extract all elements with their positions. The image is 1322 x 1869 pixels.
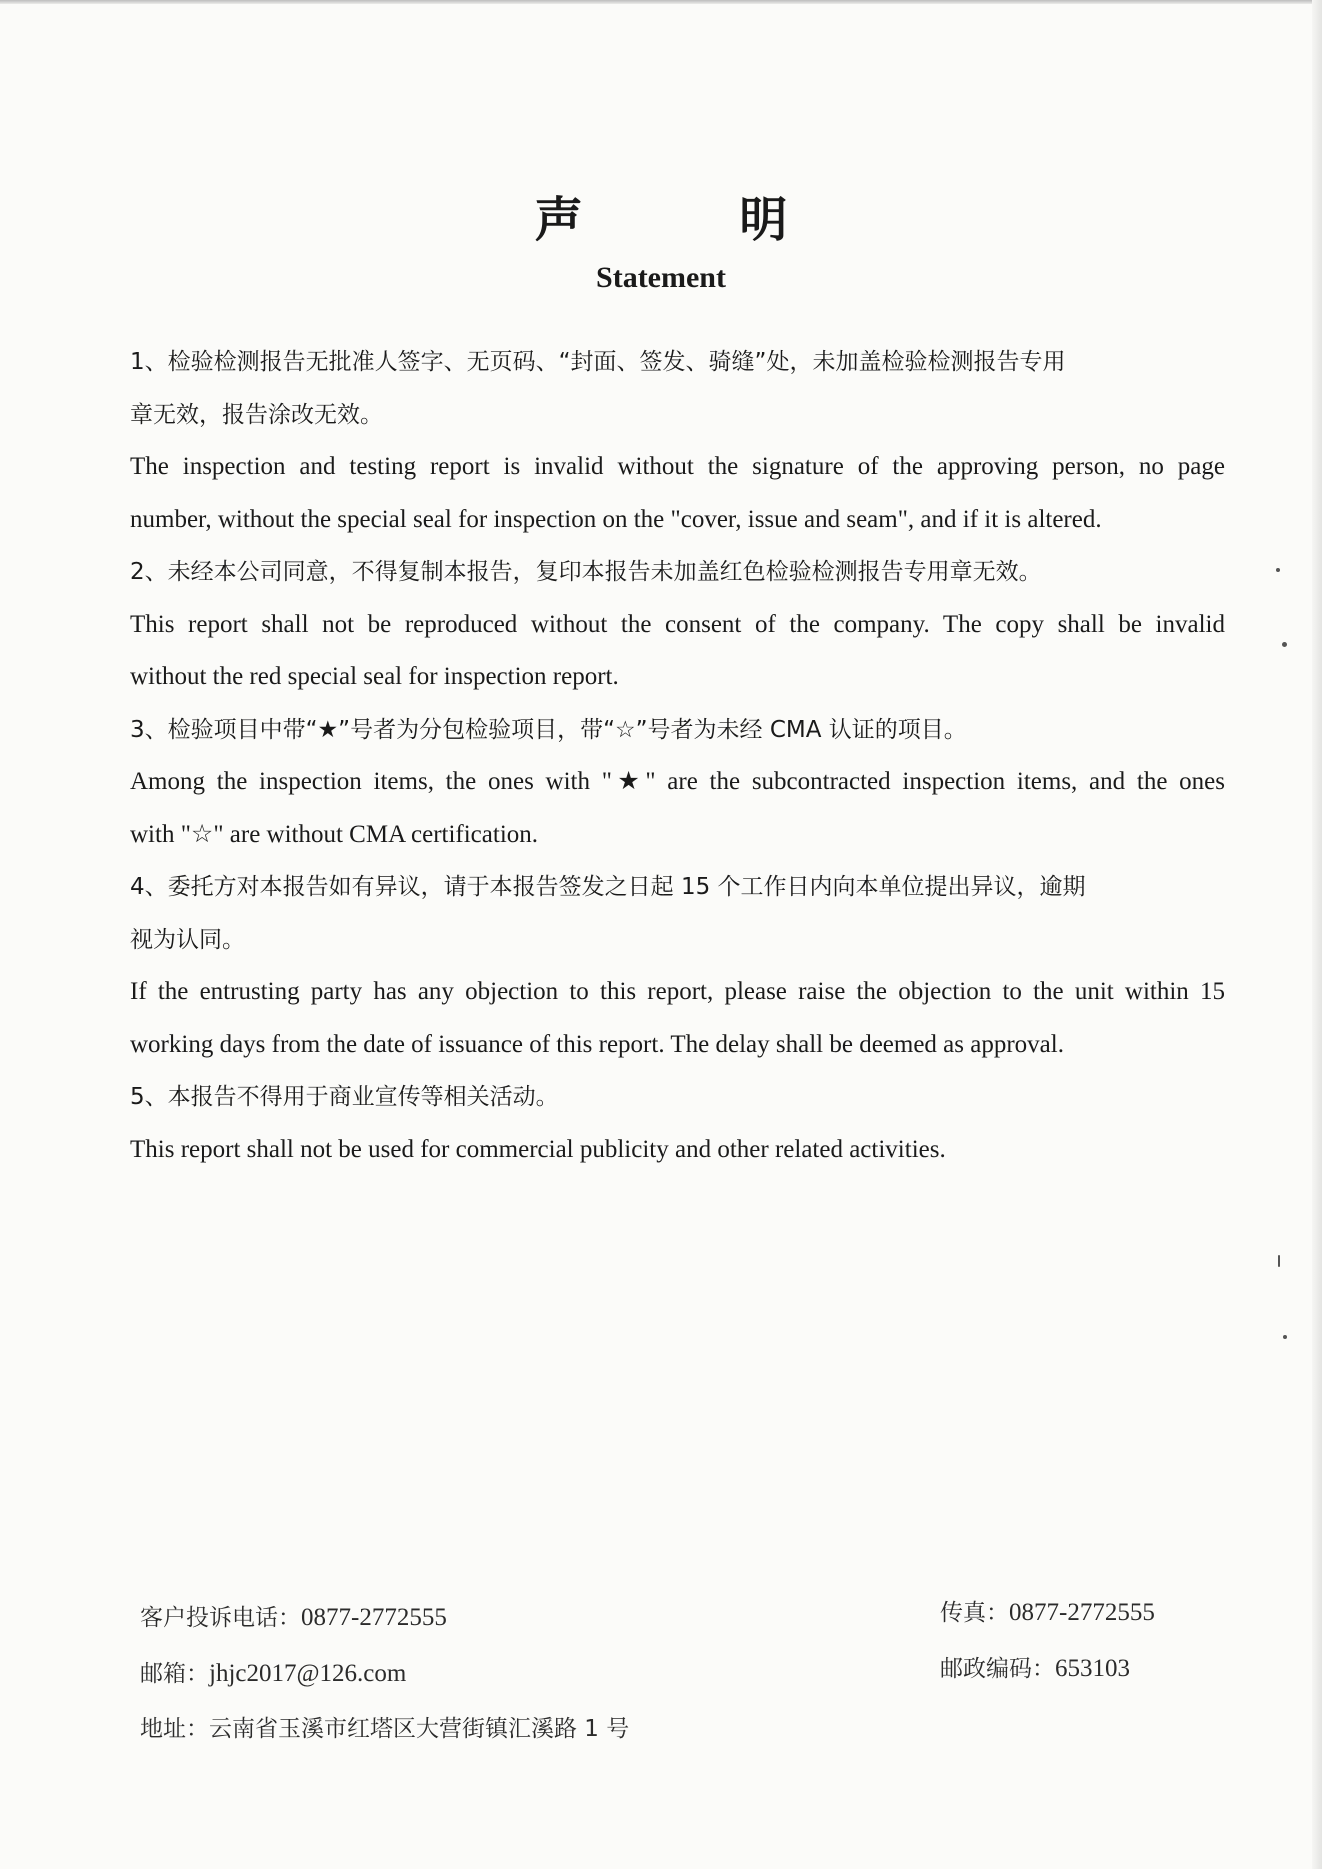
- scan-speck: [1282, 642, 1287, 647]
- complaint-phone-label: 客户投诉电话：: [140, 1605, 301, 1631]
- statement-item-1: [130, 336, 1225, 546]
- statement-cn-line: 4、委托方对本报告如有异议，请于本报告签发之日起 15 个工作日内向本单位提出异议，逾期: [130, 874, 1086, 900]
- statement-cn-line: 2、未经本公司同意，不得复制本报告，复印本报告未加盖红色检验检测报告专用章无效。: [130, 559, 1042, 585]
- statement-en-line: working days from the date of issuance of this report. The delay shall be deemed as approval.: [130, 1030, 1064, 1058]
- statement-en-line: If the entrusting party has any objection to this report, please raise the objection to the unit within 15: [130, 978, 1225, 1005]
- contact-footer-left: [140, 1590, 629, 1757]
- page-title-en: Statement: [596, 261, 726, 294]
- postcode-label: 邮政编码：: [940, 1656, 1055, 1682]
- statement-item-5: [130, 1071, 1225, 1176]
- address-row: [140, 1702, 629, 1757]
- statement-cn-line: 5、本报告不得用于商业宣传等相关活动。: [130, 1084, 559, 1110]
- statement-en-line: The inspection and testing report is invalid without the signature of the approving person, no page: [130, 453, 1225, 480]
- complaint-phone-value: 0877-2772555: [301, 1604, 447, 1631]
- contact-footer-right: [940, 1585, 1155, 1697]
- address-label: 地址：: [140, 1716, 209, 1742]
- postcode-value: 653103: [1055, 1655, 1130, 1682]
- statement-en-line: This report shall not be used for commercial publicity and other related activities.: [130, 1135, 946, 1163]
- statement-en-line: Among the inspection items, the ones with "★" are the subcontracted inspection items, and the ones: [130, 768, 1225, 795]
- email-value: jhjc2017@126.com: [209, 1660, 407, 1687]
- scan-top-edge: [0, 0, 1322, 4]
- complaint-phone-row: [140, 1590, 629, 1646]
- statement-item-2: [130, 546, 1225, 704]
- statement-item-4: [130, 861, 1225, 1071]
- statement-cn-line: 3、检验项目中带“★”号者为分包检验项目，带“☆”号者为未经 CMA 认证的项目。: [130, 716, 967, 743]
- statement-cn-line: 章无效，报告涂改无效。: [130, 401, 383, 428]
- statement-cn-line: 视为认同。: [130, 926, 245, 953]
- statement-en-line: with "☆" are without CMA certification.: [130, 820, 539, 848]
- fax-row: [940, 1585, 1155, 1641]
- fax-label: 传真：: [940, 1600, 1009, 1626]
- scan-speck: [1278, 1255, 1280, 1267]
- scan-speck: [1283, 1335, 1287, 1339]
- scan-speck: [1276, 568, 1280, 572]
- postcode-row: [940, 1641, 1155, 1697]
- statement-body: [130, 336, 1225, 1176]
- email-row: [140, 1646, 629, 1702]
- address-value: 云南省玉溪市红塔区大营街镇汇溪路 1 号: [209, 1716, 630, 1742]
- fax-value: 0877-2772555: [1009, 1599, 1155, 1626]
- page-title-cn: 声 明: [534, 192, 858, 248]
- email-label: 邮箱：: [140, 1661, 209, 1687]
- statement-en-line: without the red special seal for inspection report.: [130, 663, 619, 690]
- statement-en-line: This report shall not be reproduced without the consent of the company. The copy shall be invalid: [130, 610, 1225, 638]
- statement-item-3: [130, 704, 1225, 862]
- statement-en-line: number, without the special seal for inspection on the "cover, issue and seam", and if it is altered.: [130, 505, 1102, 533]
- statement-cn-line: 1、检验检测报告无批准人签字、无页码、“封面、签发、骑缝”处，未加盖检验检测报告专用: [130, 349, 1066, 375]
